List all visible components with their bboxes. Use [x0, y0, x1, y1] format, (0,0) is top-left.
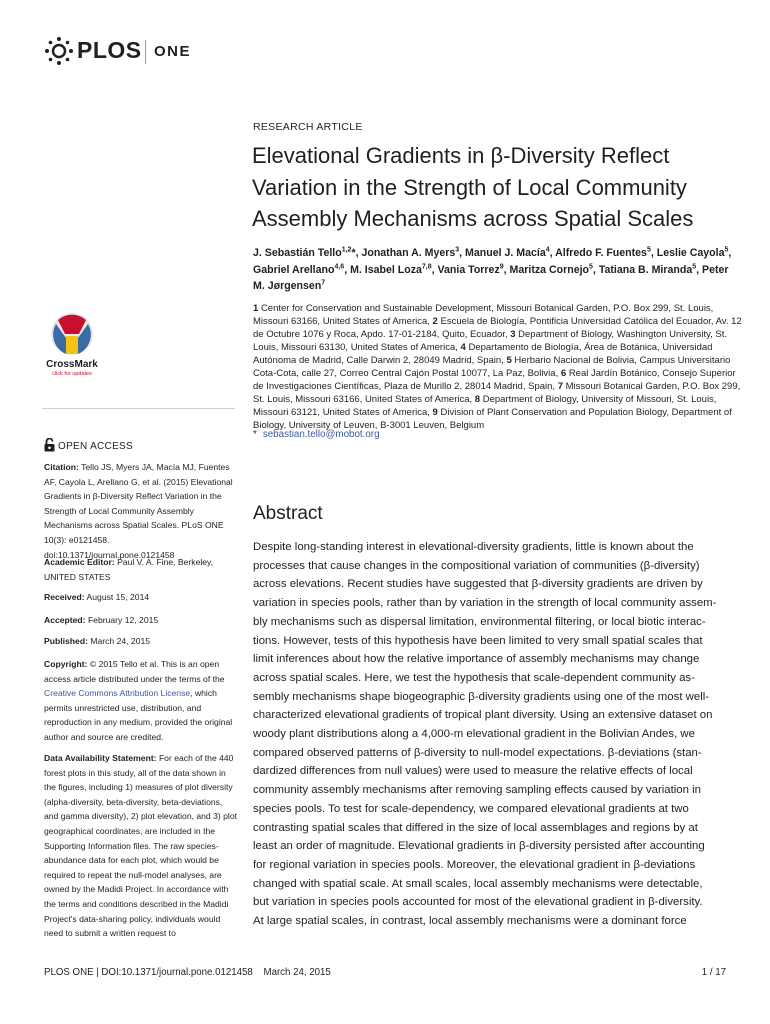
abstract-line: limit inferences about how the relative importance of assembly mechanisms may change: [253, 653, 700, 666]
abstract-line: bly mechanisms such as dispersal limitation, environmental filtering, or local biotic interac-: [253, 615, 706, 628]
author-affiliation-sup: 5: [692, 262, 697, 270]
affiliation-text: Department of Biology, Washington University, St. Louis, Missouri 63130, United States of America,: [253, 329, 728, 353]
published-block: [44, 634, 239, 649]
sidebar-divider: [42, 408, 235, 409]
abstract-line: At large spatial scales, in contrast, local assembly mechanisms were a dominant force: [253, 915, 687, 928]
affiliation-number: 9: [432, 407, 438, 418]
author-affiliation-sup: 5: [589, 262, 593, 270]
data-availability-label: Data Availability Statement:: [44, 753, 157, 763]
affiliation-text: Missouri Botanical Garden, P.O. Box 299, St. Louis, Missouri 63166, United States of America,: [253, 381, 741, 405]
article-type: RESEARCH ARTICLE: [253, 121, 363, 133]
footer-doi: PLOS ONE | DOI:10.1371/journal.pone.0121458: [44, 967, 253, 978]
author-name[interactable]: Alfredo F. Fuentes: [555, 247, 647, 259]
author-name[interactable]: J. Sebastián Tello: [253, 247, 342, 259]
abstract-line: compared observed patterns of β-diversity to null-model expectations. β-deviations (stan-: [253, 746, 702, 759]
plos-sun-icon: [44, 36, 74, 66]
received-label: Received:: [44, 592, 85, 602]
author-affiliation-sup: 5: [646, 246, 651, 254]
correspondence-email-link[interactable]: sebastian.tello@mobot.org: [262, 429, 380, 440]
copyright-text: © 2015 Tello et al. This is an open access article distributed under the terms of the: [44, 659, 225, 684]
affiliation-number: 8: [474, 394, 481, 405]
abstract-line: dardized differences from null values) were used to measure the relative effects of local: [253, 765, 693, 778]
article-title: Elevational Gradients in β-Diversity Reflect Variation in the Strength of Local Community Assembly Mechanisms across Spatial Scales: [252, 143, 694, 231]
abstract-line: variation in species pools, rather than by variation in the strength of local community assem-: [253, 597, 717, 610]
author-affiliation-sup: 7,8: [421, 262, 432, 270]
author-affiliation-sup: 4: [545, 246, 550, 254]
editor-label: Academic Editor:: [44, 557, 115, 567]
crossmark-badge[interactable]: [42, 312, 102, 382]
abstract-heading: Abstract: [253, 503, 323, 524]
editor-text: Paul V. A. Fine, Berkeley, UNITED STATES: [44, 557, 214, 582]
abstract-line: community assembly mechanisms after removing sampling effects caused by variation in: [253, 784, 702, 797]
affiliation-number: 4: [460, 342, 466, 353]
author-affiliation-sup: 5: [724, 246, 729, 254]
abstract-line: across elevations. Recent studies have suggested that β-diversity gradients are driven by: [253, 578, 703, 591]
author-name[interactable]: Leslie Cayola: [656, 247, 725, 259]
author-name[interactable]: Jonathan A. Myers: [361, 247, 456, 259]
abstract-line: woody plant distributions along a 4,000-m elevational gradient in the Bolivian Andes, we: [253, 728, 695, 741]
accepted-block: [44, 613, 239, 628]
affiliation-number: 5: [506, 355, 512, 366]
journal-name: ONE: [154, 43, 192, 60]
published-label: Published:: [44, 636, 88, 646]
received-date: August 15, 2014: [86, 592, 150, 602]
author-list: J. Sebastián Tello$^{1,2}$*, Jonathan A. Myers$^3$, Manuel J. Macía$^4$, Alfredo F. Fuentes$^5$, Leslie Cayola$^5$, Gabriel Arellano$^{4,6}$, M. Isabel Loza$^{7,8}$, Vania Torrez$^9$, Maritza Cornejo$^5$, Tatiana B. Miranda$^5$, Peter M. Jørgensen$^7$: [253, 246, 732, 292]
affiliation-text: Center for Conservation and Sustainable Development, Missouri Botanical Garden, P.O. Box 299, St. Louis, Missouri 63166, United States of America,: [253, 303, 714, 327]
abstract-line: but variation in species pools accounted for most of the elevational gradient in β-diversity.: [253, 896, 703, 909]
abstract-line: species pools. To test for scale-dependency, we compared elevational gradients at two: [253, 802, 689, 815]
affiliation-number: 1: [253, 303, 259, 314]
affiliation-number: 6: [560, 368, 567, 379]
author-name[interactable]: Gabriel Arellano: [253, 263, 335, 276]
abstract-line: processes that cause changes in the compositional variation of communities (β-diversity): [253, 559, 700, 572]
accepted-date: February 12, 2015: [87, 615, 159, 625]
correspondence-mark: *: [253, 429, 257, 440]
abstract-body: [253, 538, 727, 931]
author-name[interactable]: M. Isabel Loza: [350, 263, 422, 276]
open-access-label: OPEN ACCESS: [58, 441, 133, 452]
footer-citation: [44, 967, 331, 978]
author-affiliation-sup: 9: [499, 262, 504, 270]
abstract-line: for regional variation in species pools. Moreover, the elevational gradient in β-deviations: [253, 858, 696, 871]
abstract-line: least an order of magnitude. Elevational gradients in β-diversity persisted after accounting: [253, 840, 705, 853]
author-affiliation-sup: 4,6: [334, 262, 345, 270]
correspondence: [253, 429, 380, 440]
license-link[interactable]: Creative Commons Attribution License: [44, 688, 191, 699]
citation-text: Tello JS, Myers JA, Macía MJ, Fuentes AF, Cayola L, Arellano G, et al. (2015) Elevational Gradients in β-Diversity Reflect Variation in the Strength of Local Community Assembly Mechanisms across Spatial Scales. PLoS ONE 10(3): e0121458. doi:10.1371/journal.pone.0121458: [44, 462, 233, 560]
editor-block: [44, 555, 239, 584]
abstract-line: across spatial scales. Here, we test the hypothesis that scale-dependent community as-: [253, 671, 695, 684]
author-name[interactable]: Maritza Cornejo: [509, 263, 590, 276]
data-availability-block: [44, 751, 239, 941]
page-number: 1 / 17: [701, 967, 726, 978]
affiliation-text: Department of Biology, University of Missouri, St. Louis, Missouri 63121, United States of America,: [253, 394, 717, 418]
abstract-line: changed with spatial scale. At small scales, local assembly mechanisms were detectable,: [253, 877, 703, 890]
corresponding-author-mark: *: [351, 247, 356, 259]
open-access-badge: [44, 438, 133, 452]
copyright-text-after: , which permits unrestricted use, distribution, and reproduction in any medium, provided the original author and source are credited.: [44, 688, 233, 742]
abstract-line: tions. However, tests of this hypothesis have been limited to very small spatial scales that: [253, 634, 703, 647]
author-name[interactable]: Peter M. Jørgensen: [253, 263, 729, 292]
copyright-block: [44, 657, 239, 745]
author-name[interactable]: Vania Torrez: [437, 263, 500, 276]
affiliation-number: 2: [432, 316, 438, 327]
affiliation-number: 7: [557, 381, 563, 392]
crossmark-label: CrossMark: [46, 359, 98, 370]
abstract-line: contrasting spatial scales that differed in the size of local assemblages and regions by at: [253, 821, 698, 834]
affiliation-text: Real Jardín Botánico, Consejo Superior de Investigaciones Científicas, Plaza de Murillo 2, 28014 Madrid, Spain,: [253, 368, 736, 392]
copyright-label: Copyright:: [44, 659, 88, 669]
author-affiliation-sup: 1,2: [341, 246, 352, 254]
logo-divider: [145, 40, 146, 64]
affiliation-text: Departamento de Biología, Área de Botánica, Universidad Autónoma de Madrid, Calle Darwin 2, 28049 Madrid, Spain,: [253, 342, 713, 366]
accepted-label: Accepted:: [44, 615, 86, 625]
footer-date: March 24, 2015: [263, 967, 331, 978]
published-date: March 24, 2015: [90, 636, 151, 646]
brand-name: PLOS: [77, 37, 142, 63]
author-affiliation-sup: 7: [321, 279, 326, 287]
abstract-line: sembly mechanisms shape biogeographic β-diversity gradients using one of the most well-: [253, 690, 710, 703]
abstract-line: characterized elevational gradients of tropical plant diversity. Using an extensive dataset on: [253, 709, 713, 722]
crossmark-sublabel: click for updates: [52, 371, 92, 377]
received-block: [44, 590, 239, 605]
affiliation-text: Division of Plant Conservation and Population Biology, Department of Biology, University of Leuven, B-3001 Leuven, Belgium: [253, 407, 732, 431]
abstract-line: Despite long-standing interest in elevational-diversity gradients, little is known about the: [253, 541, 694, 553]
crossmark-icon: [42, 312, 102, 360]
affiliations: [253, 302, 743, 432]
affiliation-text: Escuela de Biología, Pontificia Universidad Católica del Ecuador, Av. 12 de Octubre 1076 y Roca, Apdo. 17-01-2184, Quito, Ecuador,: [253, 316, 742, 340]
affiliation-text: Herbario Nacional de Bolivia, Campus Universitario Cota-Cota, calle 27, Correo Central Cajón Postal 10077, La Paz, Bolivia,: [253, 355, 731, 379]
author-name[interactable]: Tatiana B. Miranda: [598, 263, 693, 276]
author-affiliation-sup: 3: [455, 246, 460, 254]
data-availability-text: For each of the 440 forest plots in this study, all of the data shown in the figures, including 1) measures of plot diversity (alpha-diversity, beta-diversity, beta-deviations, and gamma diversity), 2) plot elevation, and 3) plot geographical coordinates, are included in the Supporting Information files. The raw species-abundance data for each plot, which would be required to repeat the null-model analyses, are owned by the Madidi Project. In accordance with the terms and conditions described in the Madidi Project's data-sharing policy, individuals would need to submit a written request to: [44, 753, 237, 939]
citation-block: [44, 460, 239, 562]
affiliation-number: 3: [510, 329, 516, 340]
open-lock-icon: [44, 438, 55, 452]
citation-label: Citation:: [44, 462, 79, 472]
author-name[interactable]: Manuel J. Macía: [465, 247, 546, 259]
plos-one-logo[interactable]: [44, 36, 204, 68]
